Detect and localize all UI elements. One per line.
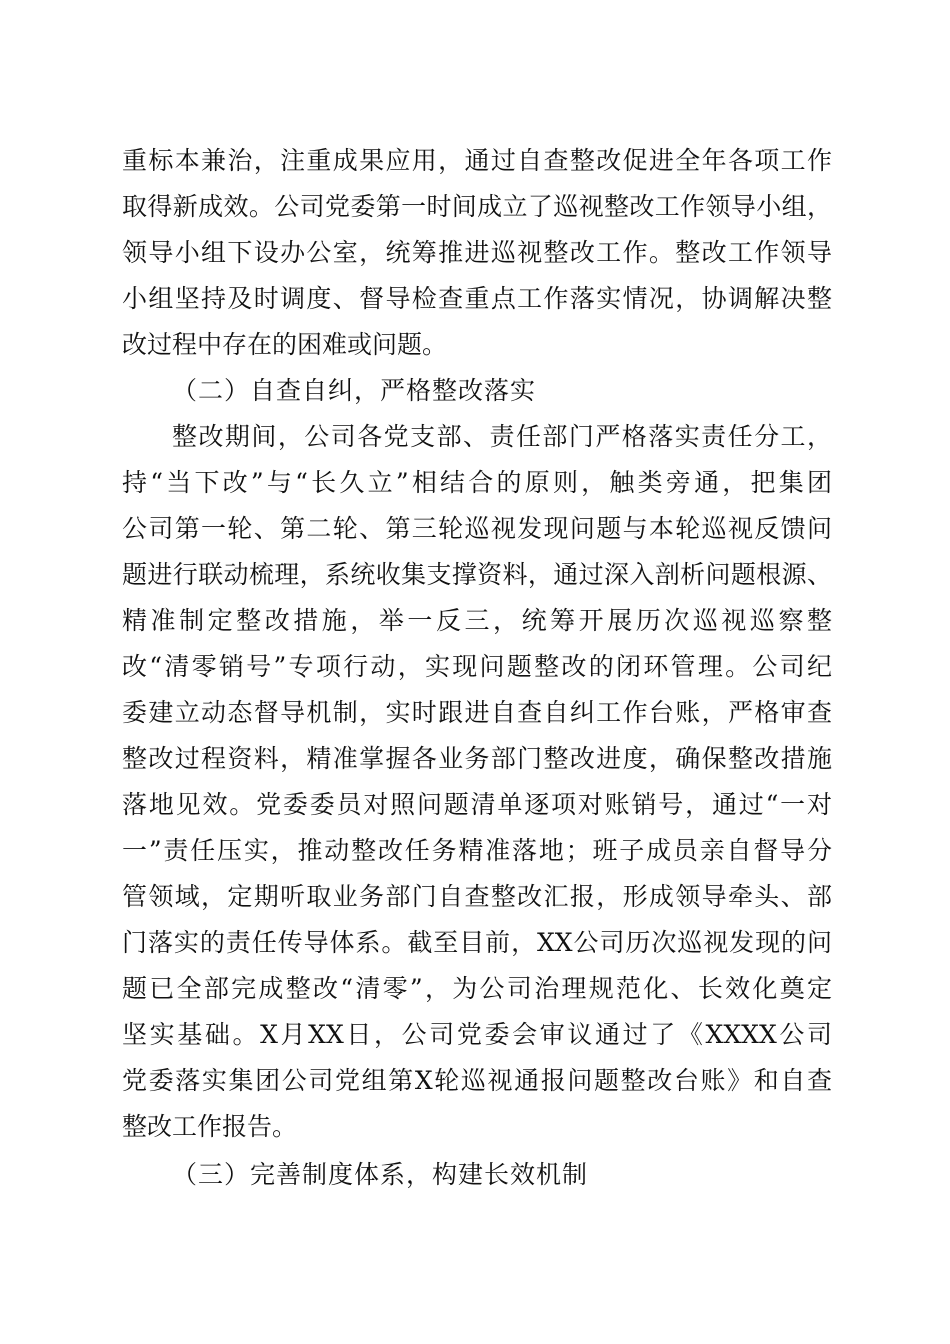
paragraph2-line-15: 党委落实集团公司党组第X轮巡视通报问题整改台账》和自查: [122, 1066, 832, 1095]
paragraph2-line-10: 一”责任压实，推动整改任务精准落地；班子成员亲自督导分: [122, 836, 832, 865]
paragraph2-line-3: 公司第一轮、第二轮、第三轮巡视发现问题与本轮巡视反馈问: [122, 514, 832, 543]
paragraph2-line-8: 整改过程资料，精准掌握各业务部门整改进度，确保整改措施: [122, 744, 832, 773]
paragraph1-line-3: 领导小组下设办公室，统筹推进巡视整改工作。整改工作领导: [122, 238, 832, 267]
paragraph1-line-1: 重标本兼治，注重成果应用，通过自查整改促进全年各项工作: [122, 146, 832, 175]
paragraph2-line-12: 门落实的责任传导体系。截至目前，XX公司历次巡视发现的问: [122, 928, 832, 957]
paragraph2-line-5: 精准制定整改措施，举一反三，统筹开展历次巡视巡察整: [122, 606, 832, 635]
paragraph2-line-9: 落地见效。党委委员对照问题清单逐项对账销号，通过“一对: [122, 790, 832, 819]
paragraph2-line-1: 整改期间，公司各党支部、责任部门严格落实责任分工，: [172, 422, 832, 451]
paragraph1-line-2: 取得新成效。公司党委第一时间成立了巡视整改工作领导小组，: [122, 192, 832, 221]
section-heading-2: （二）自查自纠，严格整改落实: [172, 376, 537, 405]
paragraph2-line-14: 坚实基础。X月XX日，公司党委会审议通过了《XXXX公司: [122, 1020, 832, 1049]
paragraph2-line-13: 题已全部完成整改“清零”，为公司治理规范化、长效化奠定: [122, 974, 832, 1003]
paragraph2-line-7: 委建立动态督导机制，实时跟进自查自纠工作台账，严格审查: [122, 698, 832, 727]
section-heading-3: （三）完善制度体系，构建长效机制: [172, 1160, 589, 1189]
paragraph2-line-11: 管领域，定期听取业务部门自查整改汇报，形成领导牵头、部: [122, 882, 832, 911]
paragraph1-line-5: 改过程中存在的困难或问题。: [122, 330, 448, 359]
paragraph2-line-6: 改“清零销号”专项行动，实现问题整改的闭环管理。公司纪: [122, 652, 832, 681]
paragraph1-line-4: 小组坚持及时调度、督导检查重点工作落实情况，协调解决整: [122, 284, 832, 313]
paragraph2-line-2: 持“当下改”与“长久立”相结合的原则，触类旁通，把集团: [122, 468, 832, 497]
paragraph2-line-4: 题进行联动梳理，系统收集支撑资料，通过深入剖析问题根源、: [122, 560, 832, 589]
paragraph2-line-16: 整改工作报告。: [122, 1112, 298, 1141]
